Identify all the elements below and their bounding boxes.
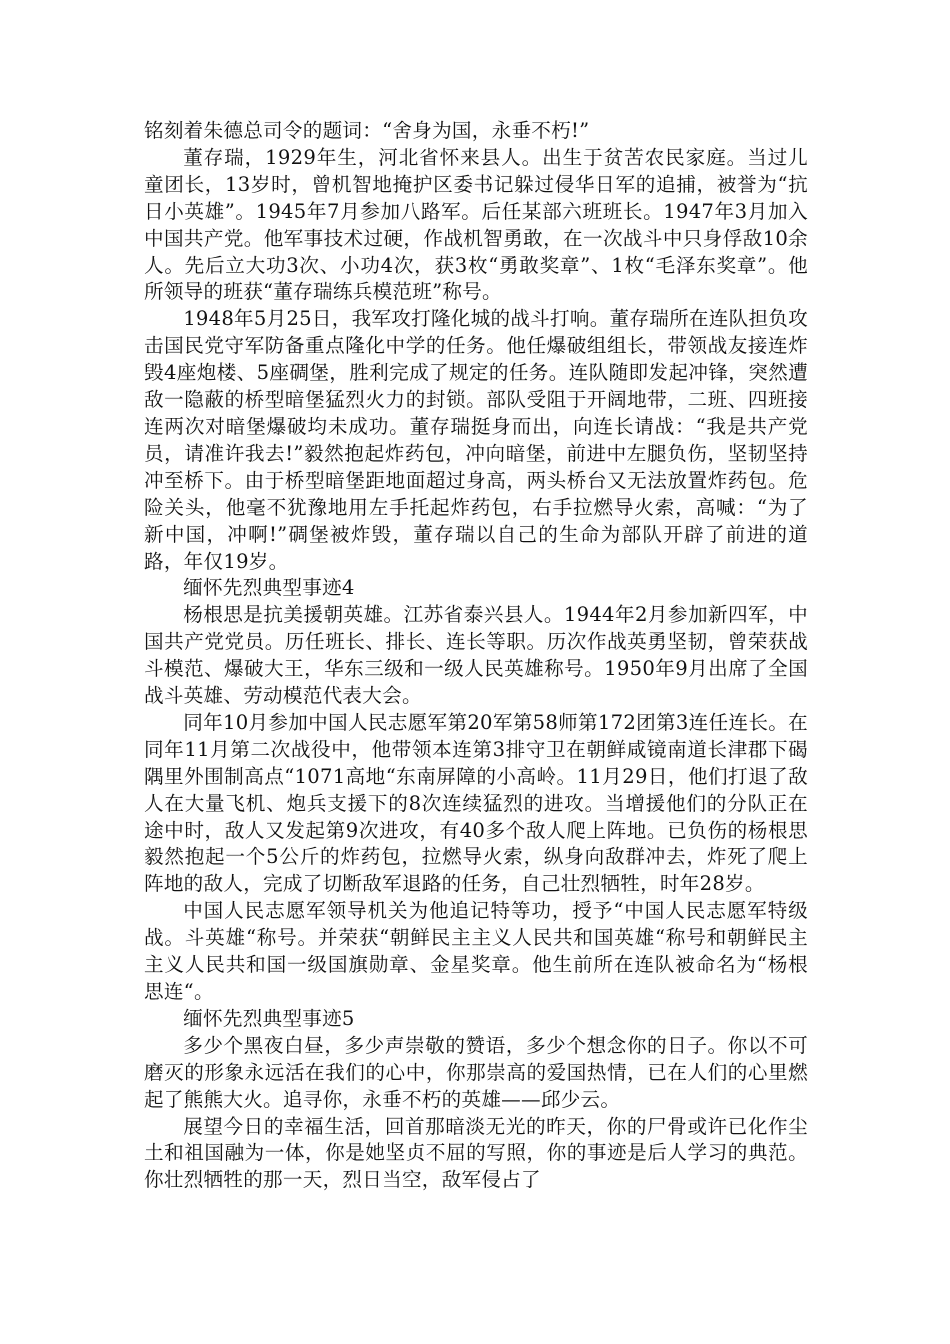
paragraph-inscription: 铭刻着朱德总司令的题词：“舍身为国，永垂不朽!” (144, 119, 590, 142)
paragraph-yang-gensi-bio: 杨根思是抗美援朝英雄。江苏省泰兴县人。1944年2月参加新四军，中国共产党党员。历任班长、排长、连长等职。历次作战英勇坚韧，曾荣获战斗模范、爆破大王，华东三级和一级人民英雄称号。1950年9月出席了全国战斗英雄、劳动模范代表大会。 (144, 603, 808, 708)
paragraph-qiu-shaoyun-memory: 展望今日的幸福生活，回首那暗淡无光的昨天，你的尸骨或许已化作尘土和祖国融为一体，你是她坚贞不屈的写照，你的事迹是后人学习的典范。你壮烈牺牲的那一天，烈日当空，敌军侵占了 (144, 1114, 808, 1192)
paragraph-longhua-battle: 1948年5月25日，我军攻打隆化城的战斗打响。董存瑞所在连队担负攻击国民党守军防备重点隆化中学的任务。他任爆破组组长，带领战友接连炸毁4座炮楼、5座碉堡，胜利完成了规定的任务。连队随即发起冲锋，突然遭敌一隐蔽的桥型暗堡猛烈火力的封锁。部队受阻于开阔地带，二班、四班接连两次对暗堡爆破均未成功。董存瑞挺身而出，向连长请战：“我是共产党员，请准许我去!”毅然抱起炸药包，冲向暗堡，前进中左腿负伤，坚韧坚持冲至桥下。由于桥型暗堡距地面超过身高，两头桥台又无法放置炸药包。危险关头，他毫不犹豫地用左手托起炸药包，右手拉燃导火索，高喊：“为了新中国，冲啊!”碉堡被炸毁，董存瑞以自己的生命为部队开辟了前进的道路，年仅19岁。 (144, 307, 808, 573)
paragraph-qiu-shaoyun-tribute: 多少个黑夜白昼，多少声崇敬的赞语，多少个想念你的日子。你以不可磨灭的形象永远活在我们的心中，你那崇高的爱国热情，已在人们的心里燃起了熊熊大火。追寻你，永垂不朽的英雄——邱少云。 (144, 1033, 808, 1111)
section-heading-4: 缅怀先烈典型事迹4 (183, 576, 355, 600)
document-page (144, 118, 808, 1194)
section-heading-5: 缅怀先烈典型事迹5 (183, 1006, 355, 1030)
paragraph-dong-cunrui-bio: 董存瑞，1929年生，河北省怀来县人。出生于贫苦农民家庭。当过儿童团长，13岁时，曾机智地掩护区委书记躲过侵华日军的追捕，被誉为“抗日小英雄”。1945年7月参加八路军。后任某部六班班长。1947年3月加入中国共产党。他军事技术过硬，作战机智勇敢，在一次战斗中只身俘敌10余人。先后立大功3次、小功4次，获3枚“勇敢奖章”、1枚“毛泽东奖章”。他所领导的班获“董存瑞练兵模范班”称号。 (144, 145, 808, 304)
paragraph-yang-gensi-honors: 中国人民志愿军领导机关为他追记特等功，授予“中国人民志愿军特级战。斗英雄“称号。并荣获“朝鲜民主主义人民共和国英雄“称号和朝鲜民主主义人民共和国一级国旗勋章、金星奖章。他生前所在连队被命名为“杨根思连“。 (144, 899, 808, 1003)
paragraph-yang-gensi-battle: 同年10月参加中国人民志愿军第20军第58师第172团第3连任连长。在同年11月第二次战役中，他带领本连第3排守卫在朝鲜咸镜南道长津郡下碣隅里外围制高点“1071高地“东南屏障的小高岭。11月29日，他们打退了敌人在大量飞机、炮兵支援下的8次连续猛烈的进攻。当增援他们的分队正在途中时，敌人又发起第9次进攻，有40多个敌人爬上阵地。已负伤的杨根思毅然抱起一个5公斤的炸药包，拉燃导火索，纵身向敌群冲去，炸死了爬上阵地的敌人，完成了切断敌军退路的任务，自己壮烈牺牲，时年28岁。 (144, 710, 808, 896)
